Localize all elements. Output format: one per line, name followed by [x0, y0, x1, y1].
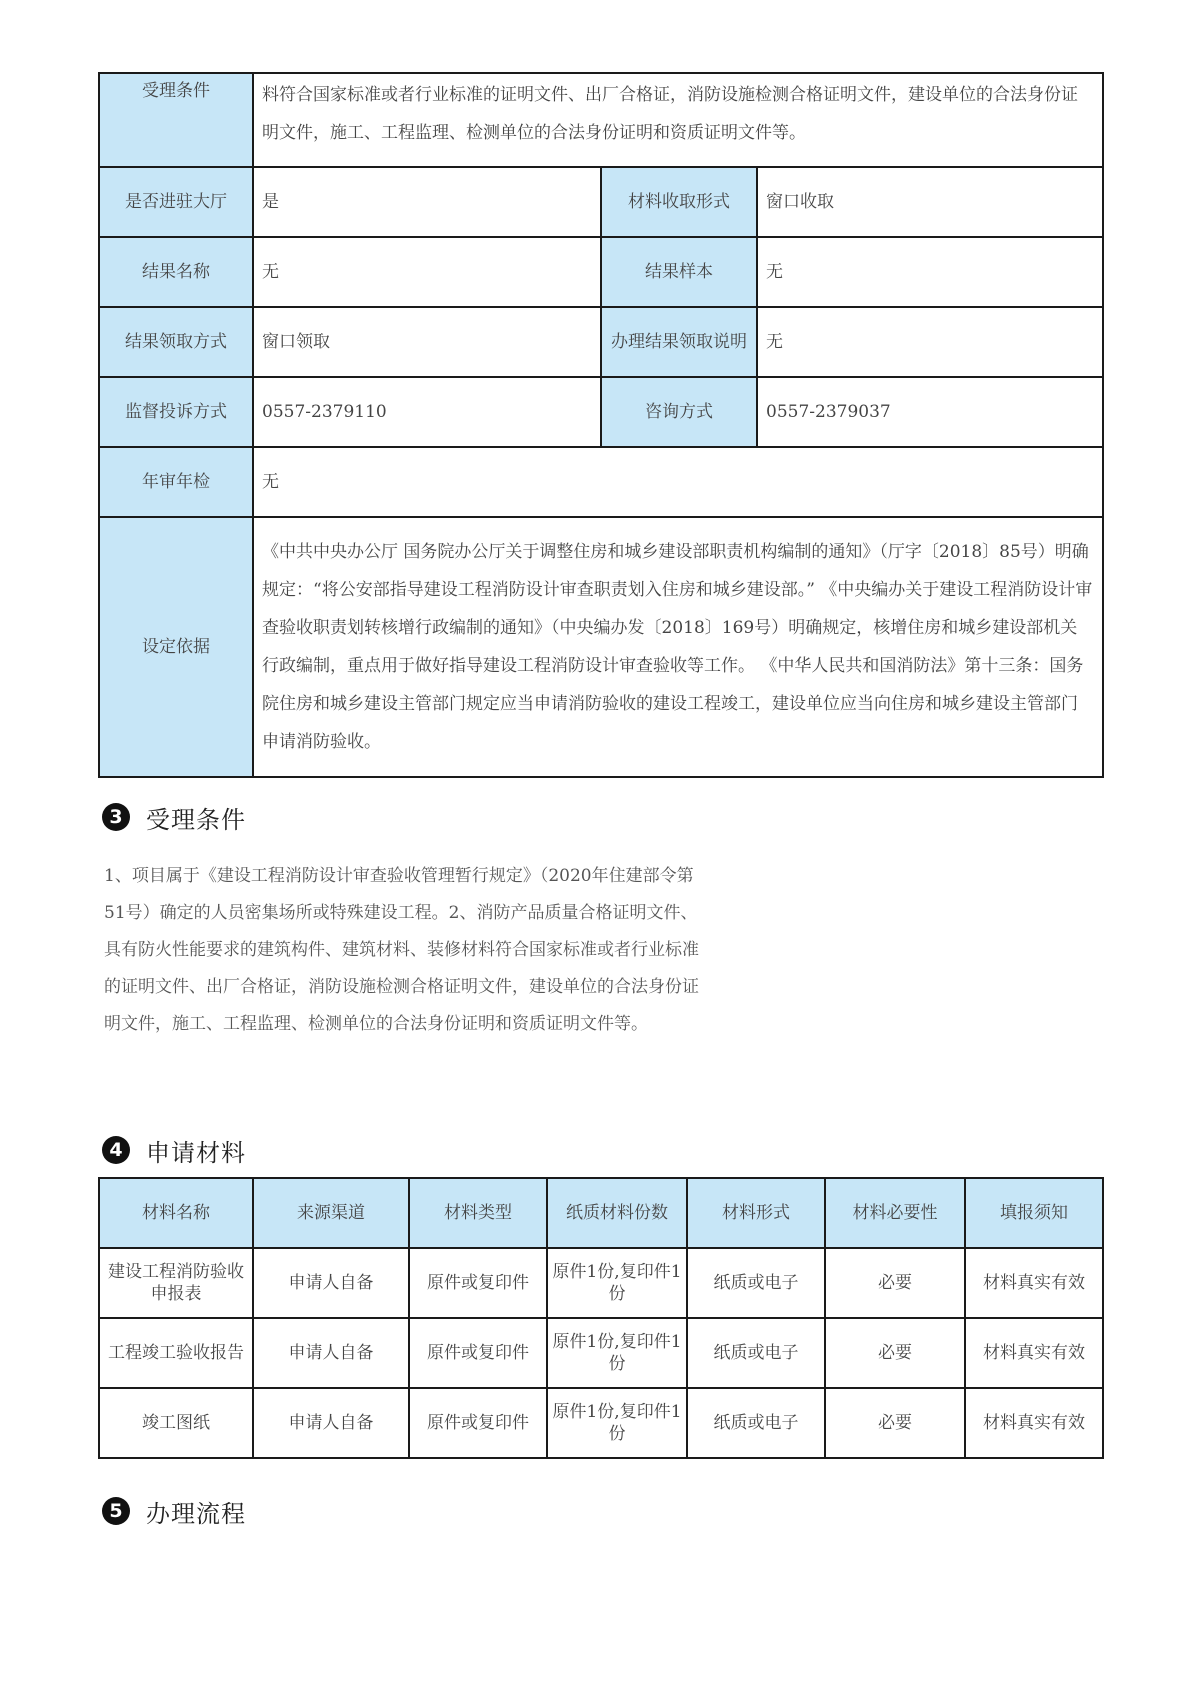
filling-notes-cell: 材料真实有效	[965, 1388, 1103, 1458]
info-row-annual	[99, 447, 1103, 517]
table-header-row	[99, 1178, 1103, 1248]
result-sample-label: 结果样本	[601, 237, 757, 307]
column-header: 纸质材料份数	[547, 1178, 687, 1248]
column-header: 材料必要性	[825, 1178, 965, 1248]
info-row-contact	[99, 377, 1103, 447]
filling-notes-cell: 材料真实有效	[965, 1248, 1103, 1318]
result-name-label: 结果名称	[99, 237, 253, 307]
necessity-cell: 必要	[825, 1388, 965, 1458]
column-header: 材料名称	[99, 1178, 253, 1248]
section-title: 申请材料	[146, 1138, 246, 1167]
info-row-hall	[99, 167, 1103, 237]
table-row	[99, 1318, 1103, 1388]
material-name-cell: 建设工程消防验收申报表	[99, 1248, 253, 1318]
material-form-cell: 纸质或电子	[687, 1248, 825, 1318]
result-note-value: 无	[757, 307, 1103, 377]
material-type-cell: 原件或复印件	[409, 1248, 547, 1318]
section-number-badge: 4	[102, 1136, 130, 1164]
collect-form-value: 窗口收取	[757, 167, 1103, 237]
column-header: 填报须知	[965, 1178, 1103, 1248]
table-row	[99, 1388, 1103, 1458]
paper-copies-cell: 原件1份,复印件1份	[547, 1388, 687, 1458]
section-3-heading	[102, 802, 246, 832]
column-header: 材料类型	[409, 1178, 547, 1248]
material-form-cell: 纸质或电子	[687, 1388, 825, 1458]
result-sample-value: 无	[757, 237, 1103, 307]
table-row	[99, 1248, 1103, 1318]
complaint-label: 监督投诉方式	[99, 377, 253, 447]
materials-table	[98, 1177, 1104, 1459]
consult-value: 0557-2379037	[757, 377, 1103, 447]
necessity-cell: 必要	[825, 1318, 965, 1388]
complaint-value: 0557-2379110	[253, 377, 601, 447]
section-4-heading	[102, 1135, 246, 1165]
necessity-cell: 必要	[825, 1248, 965, 1318]
result-pickup-label: 结果领取方式	[99, 307, 253, 377]
section-number-badge: 5	[102, 1497, 130, 1525]
collect-form-label: 材料收取形式	[601, 167, 757, 237]
annual-label: 年审年检	[99, 447, 253, 517]
material-name-cell: 工程竣工验收报告	[99, 1318, 253, 1388]
section-title: 受理条件	[146, 805, 246, 834]
basis-label: 设定依据	[99, 517, 253, 777]
result-note-label: 办理结果领取说明	[601, 307, 757, 377]
info-row-basis	[99, 517, 1103, 777]
section-number-badge: 3	[102, 803, 130, 831]
material-name-cell: 竣工图纸	[99, 1388, 253, 1458]
column-header: 材料形式	[687, 1178, 825, 1248]
filling-notes-cell: 材料真实有效	[965, 1318, 1103, 1388]
acceptance-label: 受理条件	[99, 73, 253, 167]
result-pickup-value: 窗口领取	[253, 307, 601, 377]
source-cell: 申请人自备	[253, 1388, 409, 1458]
source-cell: 申请人自备	[253, 1318, 409, 1388]
consult-label: 咨询方式	[601, 377, 757, 447]
info-row-pickup	[99, 307, 1103, 377]
paper-copies-cell: 原件1份,复印件1份	[547, 1318, 687, 1388]
annual-value: 无	[253, 447, 1103, 517]
material-form-cell: 纸质或电子	[687, 1318, 825, 1388]
acceptance-text: 料符合国家标准或者行业标准的证明文件、出厂合格证，消防设施检测合格证明文件，建设单位的合法身份证明文件，施工、工程监理、检测单位的合法身份证明和资质证明文件等。	[253, 73, 1103, 167]
hall-value: 是	[253, 167, 601, 237]
info-row-result	[99, 237, 1103, 307]
result-name-value: 无	[253, 237, 601, 307]
material-type-cell: 原件或复印件	[409, 1318, 547, 1388]
material-type-cell: 原件或复印件	[409, 1388, 547, 1458]
basis-text: 《中共中央办公厅 国务院办公厅关于调整住房和城乡建设部职责机构编制的通知》（厅字〔2018〕85号）明确规定：“将公安部指导建设工程消防设计审查职责划入住房和城乡建设部。” 《中央编办关于建设工程消防设计审查验收职责划转核增行政编制的通知》（中央编办发〔2018〕169号）明确规定，核增住房和城乡建设部机关行政编制，重点用于做好指导建设工程消防设计审查验收等工作。 《中华人民共和国消防法》第十三条：国务院住房和城乡建设主管部门规定应当申请消防验收的建设工程竣工，建设单位应当向住房和城乡建设主管部门申请消防验收。	[253, 517, 1103, 777]
acceptance-conditions-paragraph: 1、项目属于《建设工程消防设计审查验收管理暂行规定》（2020年住建部令第51号）确定的人员密集场所或特殊建设工程。2、消防产品质量合格证明文件、具有防火性能要求的建筑构件、建筑材料、装修材料符合国家标准或者行业标准的证明文件、出厂合格证，消防设施检测合格证明文件，建设单位的合法身份证明文件，施工、工程监理、检测单位的合法身份证明和资质证明文件等。	[104, 866, 699, 1034]
section-title: 办理流程	[146, 1499, 246, 1528]
paper-copies-cell: 原件1份,复印件1份	[547, 1248, 687, 1318]
section-5-heading	[102, 1496, 246, 1526]
column-header: 来源渠道	[253, 1178, 409, 1248]
hall-label: 是否进驻大厅	[99, 167, 253, 237]
source-cell: 申请人自备	[253, 1248, 409, 1318]
info-row-acceptance	[99, 73, 1103, 167]
service-info-table	[98, 72, 1104, 778]
